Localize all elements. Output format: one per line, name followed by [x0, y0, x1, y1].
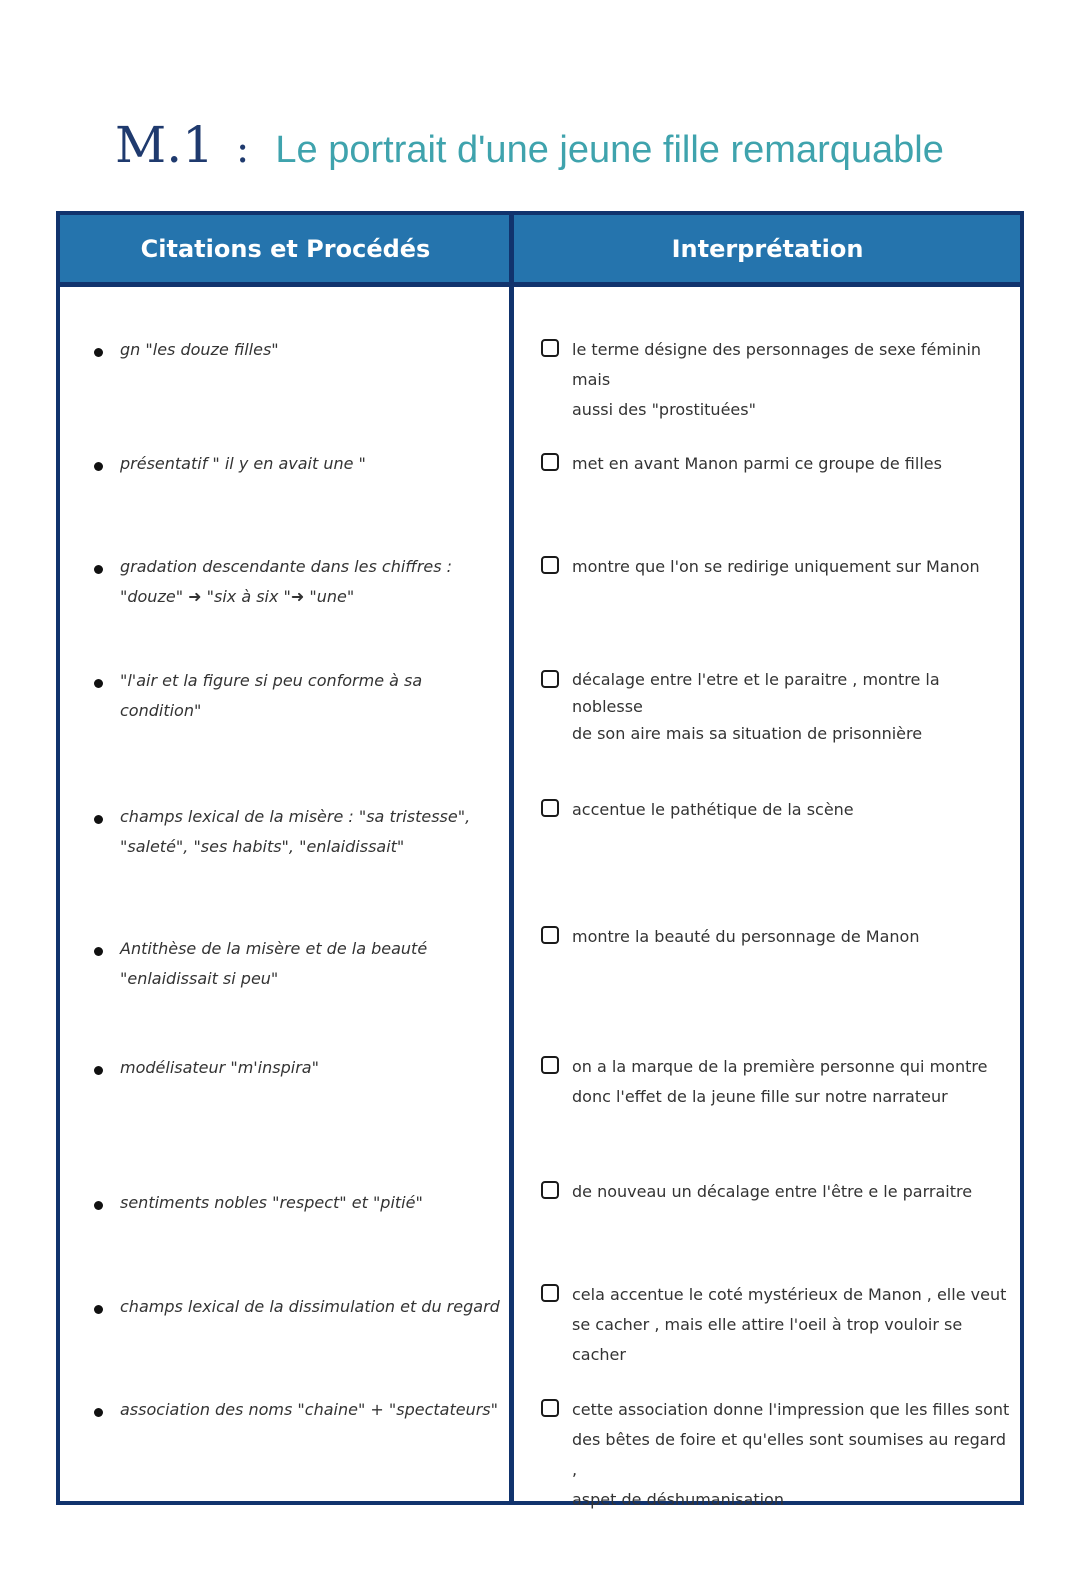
bullet-icon [94, 815, 103, 824]
citation-cell [120, 335, 500, 365]
citation-cell [120, 1188, 500, 1218]
interpretation-cell [572, 922, 1012, 952]
citation-line: "enlaidissait si peu" [120, 969, 279, 988]
header-citations: Citations et Procédés [140, 234, 431, 263]
citation-line: modélisateur "m'inspira" [120, 1058, 319, 1077]
interpretation-cell [572, 335, 1012, 425]
table-header [60, 215, 1020, 287]
bullet-icon [94, 1066, 103, 1075]
header-interpretation: Interprétation [671, 234, 864, 263]
citation-line: "douze" ➜ "six à six "➜ "une" [120, 587, 355, 606]
interpretation-line: des bêtes de foire et qu'elles sont soumises au regard , [572, 1430, 1007, 1479]
interpretation-line: met en avant Manon parmi ce groupe de filles [572, 454, 942, 473]
citation-cell [120, 449, 500, 479]
bullet-icon [94, 462, 103, 471]
citation-line: gn "les douze filles" [120, 340, 279, 359]
interpretation-line: montre que l'on se redirige uniquement sur Manon [572, 557, 980, 576]
interpretation-cell [572, 449, 1012, 479]
citation-line: association des noms "chaine" + "spectateurs" [120, 1400, 498, 1419]
citation-line: Antithèse de la misère et de la beauté [120, 939, 428, 958]
interpretation-cell [572, 1177, 1012, 1207]
interpretation-line: on a la marque de la première personne qui montre [572, 1057, 988, 1076]
checkbox[interactable] [541, 453, 559, 471]
interpretation-line: aspet de déshumanisation [572, 1490, 784, 1509]
interpretation-line: cette association donne l'impression que les filles sont [572, 1400, 1010, 1419]
interpretation-line: de nouveau un décalage entre l'être e le parraitre [572, 1182, 973, 1201]
bullet-icon [94, 1201, 103, 1210]
interpretation-cell [572, 552, 1012, 582]
citation-cell [120, 666, 500, 726]
interpretation-line: le terme désigne des personnages de sexe féminin mais [572, 340, 982, 389]
checkbox[interactable] [541, 556, 559, 574]
interpretation-cell [572, 1280, 1012, 1370]
analysis-table [56, 211, 1024, 1509]
checkbox[interactable] [541, 1284, 559, 1302]
checkbox[interactable] [541, 1181, 559, 1199]
interpretation-line: donc l'effet de la jeune fille sur notre narrateur [572, 1087, 948, 1106]
interpretation-cell [572, 795, 1012, 825]
citation-line: sentiments nobles "respect" et "pitié" [120, 1193, 423, 1212]
bullet-icon [94, 1408, 103, 1417]
citation-line: "l'air et la figure si peu conforme à sa condition" [120, 671, 423, 720]
citation-line: présentatif " il y en avait une " [120, 454, 366, 473]
title-subtitle: Le portrait d'une jeune fille remarquable [275, 129, 944, 171]
interpretation-cell [572, 666, 1012, 747]
title-colon: : [235, 126, 250, 172]
checkbox[interactable] [541, 670, 559, 688]
checkbox[interactable] [541, 339, 559, 357]
citation-line: champs lexical de la dissimulation et du regard [120, 1297, 500, 1316]
interpretation-line: montre la beauté du personnage de Manon [572, 927, 920, 946]
interpretation-line: aussi des "prostituées" [572, 400, 756, 419]
interpretation-line: de son aire mais sa situation de prisonnière [572, 724, 923, 743]
citation-line: champs lexical de la misère : "sa tristesse", [120, 807, 471, 826]
checkbox[interactable] [541, 799, 559, 817]
interpretation-cell [572, 1395, 1012, 1515]
title-mark: M.1 [115, 116, 214, 174]
bullet-icon [94, 679, 103, 688]
citation-line: "saleté", "ses habits", "enlaidissait" [120, 837, 405, 856]
interpretation-line: accentue le pathétique de la scène [572, 800, 854, 819]
citation-cell [120, 934, 500, 994]
interpretation-line: cela accentue le coté mystérieux de Manon , elle veut [572, 1285, 1007, 1304]
citation-cell [120, 1292, 500, 1322]
citation-cell [120, 552, 500, 612]
bullet-icon [94, 348, 103, 357]
interpretation-cell [572, 1052, 1012, 1112]
citation-line: gradation descendante dans les chiffres : [120, 557, 453, 576]
bullet-icon [94, 947, 103, 956]
column-divider [509, 215, 514, 1501]
checkbox[interactable] [541, 926, 559, 944]
page-title [115, 116, 944, 174]
interpretation-line: décalage entre l'etre et le paraitre , montre la noblesse [572, 670, 940, 716]
bullet-icon [94, 1305, 103, 1314]
interpretation-line: se cacher , mais elle attire l'oeil à trop vouloir se cacher [572, 1315, 963, 1364]
checkbox[interactable] [541, 1056, 559, 1074]
citation-cell [120, 802, 500, 862]
citation-cell [120, 1395, 500, 1425]
bullet-icon [94, 565, 103, 574]
checkbox[interactable] [541, 1399, 559, 1417]
citation-cell [120, 1053, 500, 1083]
